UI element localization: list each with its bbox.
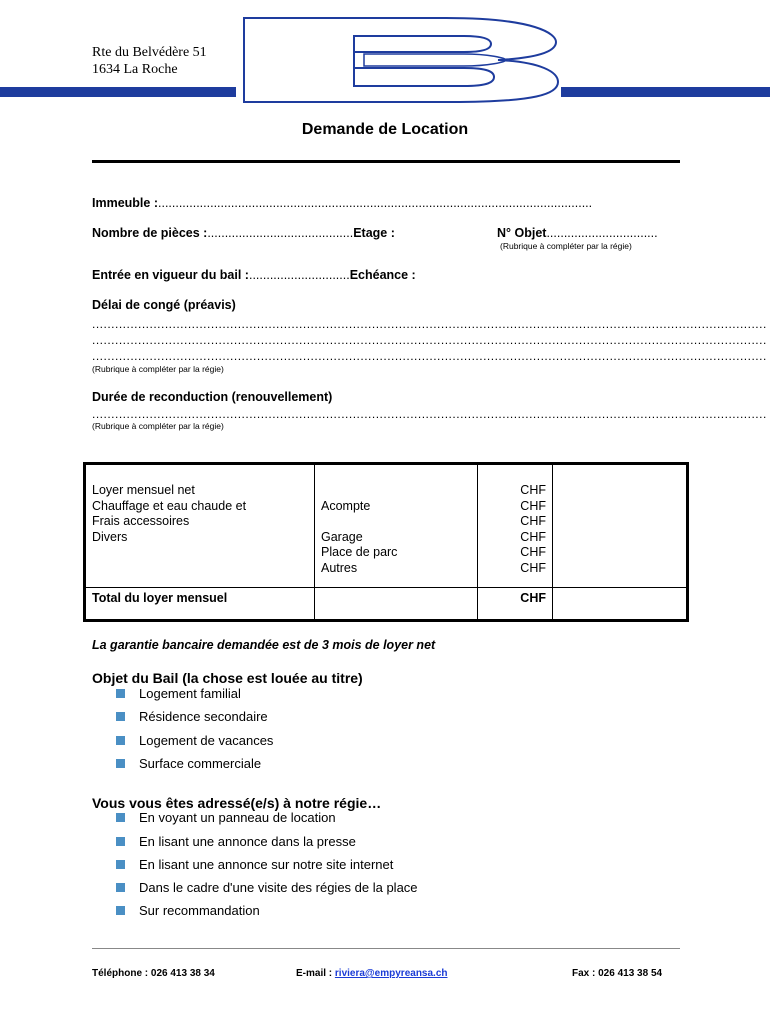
checkbox-icon[interactable] <box>116 689 125 698</box>
delai-label: Délai de congé (préavis) <box>92 298 236 312</box>
currency-label: CHF <box>520 560 546 575</box>
delai-line-2[interactable]: ................................................................................................................................................................................ <box>92 333 767 347</box>
rent-item: Divers <box>92 529 128 544</box>
checkbox-icon[interactable] <box>116 860 125 869</box>
duree-label: Durée de reconduction (renouvellement) <box>92 390 333 404</box>
total-label: Total du loyer mensuel <box>85 588 315 621</box>
option-panneau[interactable] <box>116 810 336 825</box>
checkbox-icon[interactable] <box>116 906 125 915</box>
total-currency: CHF <box>478 588 553 621</box>
rent-item: Chauffage et eau chaude et <box>92 498 247 513</box>
option-visite-regies[interactable] <box>116 880 418 895</box>
total-amount-cell[interactable] <box>553 588 688 621</box>
checkbox-icon[interactable] <box>116 883 125 892</box>
rent-extra: Acompte <box>321 498 371 513</box>
immeuble-dots: ............................................................................................................................. <box>158 196 593 210</box>
echeance-label: Echéance : <box>349 268 416 282</box>
currency-label: CHF <box>520 498 546 513</box>
option-presse[interactable] <box>116 834 356 849</box>
currency-label: CHF <box>520 514 546 528</box>
rent-table-row <box>85 464 688 588</box>
option-label: En voyant un panneau de location <box>139 810 336 825</box>
rent-extra: Garage <box>321 529 363 544</box>
footer-telephone: Téléphone : 026 413 38 34 <box>92 968 215 979</box>
footer-email-label: E-mail : <box>296 968 335 979</box>
objet-note: (Rubrique à compléter par la régie) <box>500 241 632 251</box>
checkbox-icon[interactable] <box>116 759 125 768</box>
option-label: Logement familial <box>139 686 241 701</box>
footer-divider <box>92 948 680 949</box>
rent-extras-cell <box>315 464 478 588</box>
delai-note: (Rubrique à compléter par la régie) <box>92 364 224 374</box>
checkbox-icon[interactable] <box>116 712 125 721</box>
entree-field[interactable] <box>92 268 416 282</box>
checkbox-icon[interactable] <box>116 813 125 822</box>
option-logement-vacances[interactable] <box>116 733 273 748</box>
guarantee-notice: La garantie bancaire demandée est de 3 mois de loyer net <box>92 638 436 652</box>
currency-label: CHF <box>520 545 546 559</box>
footer-fax: Fax : 026 413 38 54 <box>572 968 663 979</box>
immeuble-field[interactable] <box>92 196 592 210</box>
objet-section-title: Objet du Bail (la chose est louée au titre) <box>92 670 363 686</box>
currency-label: CHF <box>520 483 546 497</box>
objet-dots: ................................ <box>546 226 658 240</box>
rent-items-cell <box>85 464 315 588</box>
entree-label: Entrée en vigueur du bail : <box>92 268 249 282</box>
immeuble-label: Immeuble : <box>92 196 158 210</box>
entree-dots: ............................. <box>248 268 350 282</box>
rent-extra: Autres <box>321 560 358 575</box>
total-empty-cell <box>315 588 478 621</box>
option-logement-familial[interactable] <box>116 686 241 701</box>
option-site-internet[interactable] <box>116 857 393 872</box>
title-divider <box>92 160 680 163</box>
nb-pieces-dots: .......................................... <box>207 226 354 240</box>
rent-extra <box>321 514 471 530</box>
address-line-1: Rte du Belvédère 51 <box>92 45 207 60</box>
brand-logo <box>236 14 561 106</box>
option-label: Surface commerciale <box>139 756 262 771</box>
duree-line[interactable]: ................................................................................................................................................................................ <box>92 407 767 421</box>
rent-table <box>83 462 689 622</box>
address-line-2: 1634 La Roche <box>92 62 178 77</box>
delai-line-1[interactable]: ................................................................................................................................................................................ <box>92 317 767 331</box>
rent-extra: Place de parc <box>321 545 398 559</box>
option-label: Résidence secondaire <box>139 709 268 724</box>
nb-pieces-label: Nombre de pièces : <box>92 226 208 240</box>
currency-cell <box>478 464 553 588</box>
checkbox-icon[interactable] <box>116 736 125 745</box>
page-title: Demande de Location <box>301 121 469 138</box>
rent-extra <box>321 483 471 499</box>
etage-label: Etage : <box>353 226 395 240</box>
nb-pieces-field[interactable] <box>92 226 395 240</box>
delai-line-3[interactable]: ................................................................................................................................................................................ <box>92 349 767 363</box>
objet-label: N° Objet <box>497 226 547 240</box>
currency-label: CHF <box>520 529 546 544</box>
objet-field[interactable] <box>497 226 658 240</box>
rent-item: Frais accessoires <box>92 514 190 528</box>
option-surface-commerciale[interactable] <box>116 756 261 771</box>
option-label: Sur recommandation <box>139 903 260 918</box>
option-label: Dans le cadre d'une visite des régies de la place <box>139 880 418 895</box>
footer-email <box>296 968 448 979</box>
total-row <box>85 588 688 621</box>
option-residence-secondaire[interactable] <box>116 709 268 724</box>
source-section-title: Vous vous êtes adressé(e/s) à notre régie… <box>92 795 382 811</box>
duree-note: (Rubrique à compléter par la régie) <box>92 421 224 431</box>
rent-item: Loyer mensuel net <box>92 483 195 497</box>
amount-input-cell[interactable] <box>553 464 688 588</box>
checkbox-icon[interactable] <box>116 837 125 846</box>
address-block <box>92 44 207 78</box>
option-label: En lisant une annonce dans la presse <box>139 834 356 849</box>
email-link[interactable]: riviera@empyreansa.ch <box>334 968 448 979</box>
option-label: Logement de vacances <box>139 733 274 748</box>
option-recommandation[interactable] <box>116 903 260 918</box>
option-label: En lisant une annonce sur notre site internet <box>139 857 394 872</box>
